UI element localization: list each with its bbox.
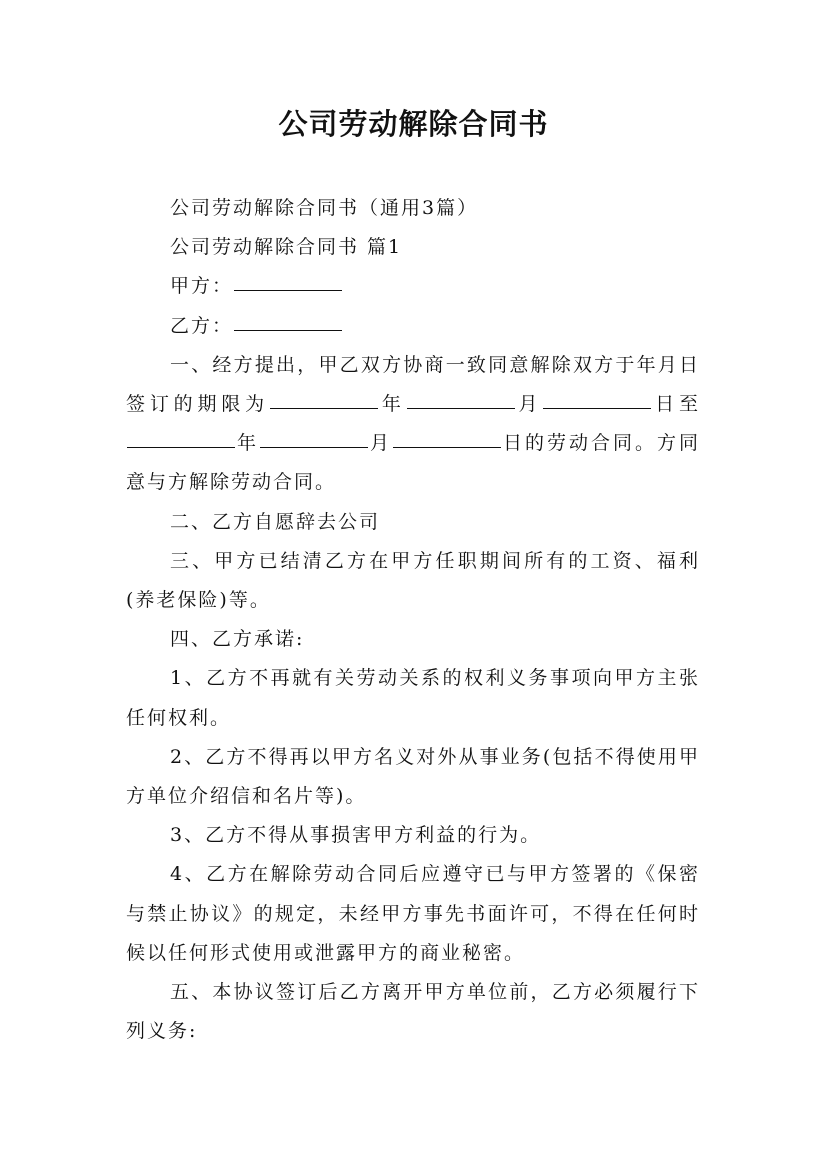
year2-label: 年 bbox=[236, 432, 259, 455]
clause-1-text: 一、经方提出，甲乙双方协商一致同意解除双方于年月日签订的期限为 bbox=[126, 353, 700, 416]
day2-blank bbox=[393, 446, 501, 448]
clause-1 bbox=[126, 346, 700, 503]
item-3: 3、乙方不得从事损害甲方利益的行为。 bbox=[170, 824, 542, 847]
year-label: 年 bbox=[378, 393, 406, 416]
month-label: 月 bbox=[515, 393, 543, 416]
party-a-label: 甲方： bbox=[170, 275, 234, 298]
clause-5: 五、本协议签订后乙方离开甲方单位前，乙方必须履行下列义务: bbox=[126, 981, 700, 1043]
year2-blank bbox=[127, 446, 235, 448]
clause-2: 二、乙方自愿辞去公司 bbox=[170, 510, 381, 533]
month-blank bbox=[543, 407, 651, 409]
to-label: 日至 bbox=[652, 393, 700, 416]
party-a-line bbox=[126, 267, 700, 306]
month2-label: 月 bbox=[369, 432, 392, 455]
clause-1-end: 日的劳动合同。方同意与方解除劳动合同。 bbox=[126, 432, 700, 494]
party-b-blank bbox=[234, 329, 342, 331]
party-b-line bbox=[126, 307, 700, 346]
clause-3: 三、甲方已结清乙方在甲方任职期间所有的工资、福利(养老保险)等。 bbox=[126, 549, 700, 612]
item-1: 1、乙方不再就有关劳动关系的权利义务事项向甲方主张任何权利。 bbox=[126, 667, 700, 729]
party-a-blank bbox=[234, 289, 342, 291]
item-2: 2、乙方不得再以甲方名义对外从事业务(包括不得使用甲方单位介绍信和名片等)。 bbox=[126, 745, 700, 808]
section-heading: 公司劳动解除合同书 篇1 bbox=[170, 236, 403, 259]
month2-blank bbox=[260, 446, 368, 448]
year-blank bbox=[407, 407, 515, 409]
clause-4: 四、乙方承诺: bbox=[170, 628, 305, 651]
document-title: 公司劳动解除合同书 bbox=[278, 107, 549, 141]
document-body bbox=[126, 189, 700, 1051]
period-blank bbox=[270, 407, 378, 409]
document-subtitle: 公司劳动解除合同书（通用3篇） bbox=[170, 197, 479, 219]
item-4: 4、乙方在解除劳动合同后应遵守已与甲方签署的《保密与禁止协议》的规定，未经甲方事先书面许可，不得在任何时候以任何形式使用或泄露甲方的商业秘密。 bbox=[126, 863, 700, 964]
party-b-label: 乙方： bbox=[170, 314, 234, 337]
